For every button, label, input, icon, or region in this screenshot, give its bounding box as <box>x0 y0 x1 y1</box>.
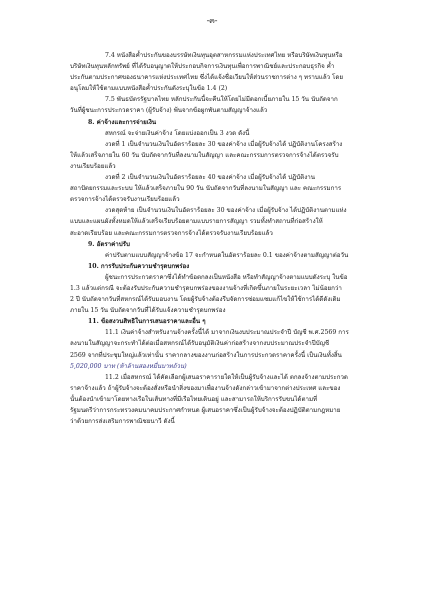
text-line: 5,020,000 บาท (ห้าล้านสองหมื่นบาทถ้วน) <box>70 362 187 370</box>
section-heading: 10. การรับประกันความชำรุดบกพร่อง <box>88 262 190 270</box>
text-line: 11.2 เมื่อสหกรณ์ ได้คัดเลือกผู้เสนอราคารายใดให้เป็นผู้รับจ้างและได้ ตกลงจ้างตามประกวด <box>105 373 348 381</box>
text-line: งวดที่ 2 เป็นจำนวนเงินในอัตราร้อยละ 40 ของค่าจ้าง เมื่อผู้รับจ้างได้ ปฏิบัติงาน <box>105 174 315 182</box>
text-line: สะอาดเรียบร้อย และคณะกรรมการตรวจการจ้างได้ตรวจรับงานเรียบร้อยแล้ว <box>70 229 273 237</box>
text-line: 7.5 พันธบัตรรัฐบาลไทย หลักประกันนี้จะคืนให้โดยไม่มีดอกเบี้ยภายใน 15 วัน นับถัดจาก <box>105 96 338 104</box>
text-line: ผู้ชนะการประกวดราคาซึ่งได้ทำข้อตกลงเป็นหนังสือ หรือทำสัญญาจ้างตามแบบดังระบุ ในข้อ <box>105 273 348 281</box>
text-line: แบบและแผนผังทั้งหมดให้แล้วเสร็จเรียบร้อยตามแบบรายการสัญญา รวมทั้งทำสถานที่ก่อสร้างให้ <box>70 218 323 226</box>
text-line: ราคาจ้างแล้ว ถ้าผู้รับจ้างจะต้องสั่งหรือนำสิ่งของมาเพื่องานจ้างดังกล่าวเข้ามาจากต่างประเทศ และของ <box>70 384 341 392</box>
text-line: ตรวจการจ้างได้ตรวจรับงานเรียบร้อยแล้ว <box>70 196 180 204</box>
text-line: รัฐมนตรีว่าการกระทรวงคมนาคมประกาศกำหนด ผู้เสนอราคาซึ่งเป็นผู้รับจ้างจะต้องปฏิบัติตามกฎหมาย <box>70 407 341 414</box>
text-line: 1.3 แล้วแต่กรณี จะต้องรับประกันความชำรุดบกพร่องของงานจ้างที่เกิดขึ้นภายในระยะเวลา ไม่น้อยกว่า <box>70 284 342 292</box>
text-line: 2569 จากที่ประชุมใหญ่แล้วเท่านั้น ราคากลางของงานก่อสร้างในการประกวดราคาครั้งนี้ เป็นเงินทั้งสิ้น <box>70 351 342 359</box>
text-line: นั้นต้องนำเข้ามาโดยทางเรือในเส้นทางที่มีเรือไทยเดินอยู่ และสามารถให้บริการรับขนได้ตามที่ <box>70 395 318 403</box>
page-number: -๓- <box>206 16 218 25</box>
text-line: งวดที่ 1 เป็นจำนวนเงินในอัตราร้อยละ 30 ของค่าจ้าง เมื่อผู้รับจ้างได้ ปฏิบัติงานโครงสร้าง <box>105 140 343 148</box>
text-line: วันที่ผู้ชนะการประกวดราคา (ผู้รับจ้าง) พ้นจากข้อผูกพันตามสัญญาจ้างแล้ว <box>70 107 268 115</box>
text-line: บริษัทเงินทุนหลักทรัพย์ ที่ได้รับอนุญาตให้ประกอบกิจการเงินทุนเพื่อการพาณิชย์และประกอบธุรกิจ ค้ำ <box>70 63 335 71</box>
section-heading: 8. ค่าจ้างและการจ่ายเงิน <box>88 118 157 126</box>
section-heading: 9. อัตราค่าปรับ <box>88 240 130 248</box>
text-line: ภายใน 15 วัน นับถัดจากวันที่ได้รับแจ้งความชำรุดบกพร่อง <box>70 307 226 315</box>
text-line: ว่าด้วยการส่งเสริมการพาณิชยนาวี ดังนี้ <box>70 418 175 426</box>
text-line: อนุโลมให้ใช้ตามแบบหนังสือค้ำประกันดังระบุในข้อ 1.4 (2) <box>70 85 228 93</box>
text-line: สถาปัตยกรรมและระบบ ให้แล้วเสร็จภายใน 90 วัน นับถัดจากวันที่ลงนามในสัญญา และ คณะกรรมการ <box>70 185 342 193</box>
text-line: งวดสุดท้าย เป็นจำนวนเงินในอัตราร้อยละ 30 ของค่าจ้าง เมื่อผู้รับจ้าง ได้ปฏิบัติงานตามแห่ง <box>105 207 347 215</box>
text-line: 11.1 เงินค่าจ้างสำหรับงานจ้างครั้งนี้ได้ มาจากเงินงบประมาณประจำปี บัญชี พ.ศ.2569 การ <box>105 329 349 337</box>
text-line: ให้แล้วเสร็จภายใน 60 วัน นับถัดจากวันที่ลงนามในสัญญา และคณะกรรมการตรวจการจ้างได้ตรวจรับ <box>70 151 339 159</box>
text-line: งานเรียบร้อยแล้ว <box>70 162 116 170</box>
text-line: 7.4 หนังสือค้ำประกันของบรรษัทเงินทุนอุตสาหกรรมแห่งประเทศไทย หรือบริษัทเงินทุนหรือ <box>105 52 343 59</box>
text-line: ลงนามในสัญญาจะกระทำได้ต่อเมื่อสหกรณ์ได้รับอนุมัติเงินค่าก่อสร้างจากงบประมาณประจำปีบัญชี <box>70 340 330 348</box>
text-line: 2 ปี นับถัดจากวันที่สหกรณ์ได้รับมอบงาน โดยผู้รับจ้างต้องรีบจัดการซ่อมแซมแก้ไขให้ใช้การได้ดีดังเดิม <box>70 296 341 304</box>
text-line: ประกันตามประกาศของธนาคารแห่งประเทศไทย ซึ่งได้แจ้งชื่อเวียนให้ส่วนราชการต่าง ๆ ทราบแล้ว โดย <box>70 74 344 82</box>
document-body <box>70 50 370 427</box>
text-line: สหกรณ์ จะจ่ายเงินค่าจ้าง โดยแบ่งออกเป็น 3 งวด ดังนี้ <box>105 129 250 137</box>
text-line: ค่าปรับตามแบบสัญญาจ้างข้อ 17 จะกำหนดในอัตราร้อยละ 0.1 ของค่าจ้างตามสัญญาต่อวัน <box>105 251 349 259</box>
section-heading: 11. ข้อสงวนสิทธิในการเสนอราคาและอื่น ๆ <box>88 318 206 326</box>
